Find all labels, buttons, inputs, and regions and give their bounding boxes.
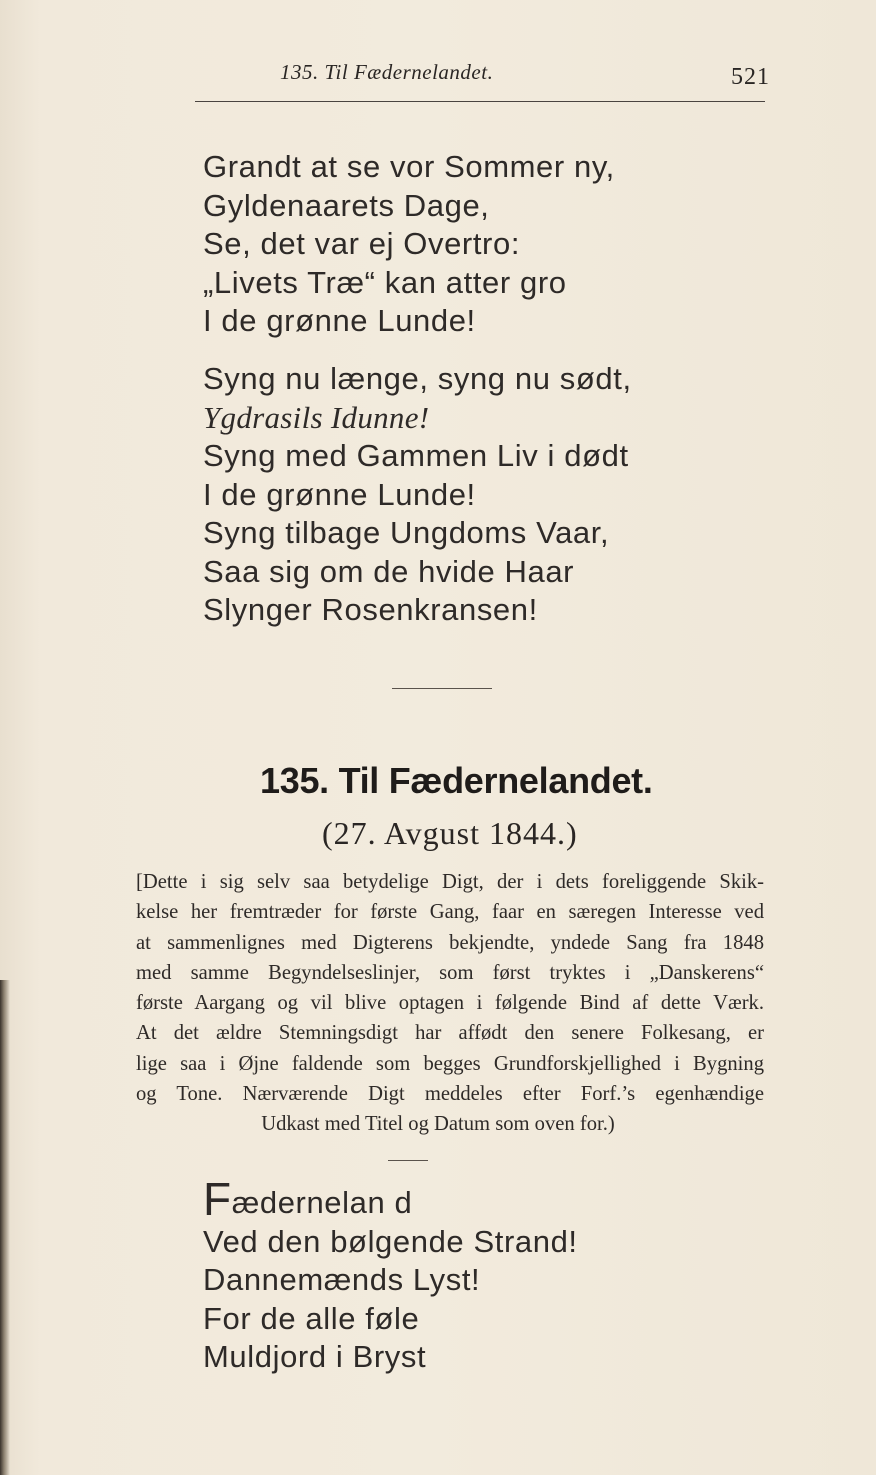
poem-line-italic: Ygdrasils Idunne! bbox=[203, 399, 430, 435]
poem-line: Syng tilbage Ungdoms Vaar, bbox=[203, 515, 610, 550]
note-divider bbox=[388, 1160, 428, 1161]
poem-line: For de alle føle bbox=[203, 1300, 420, 1336]
poem-date: (27. Avgust 1844.) bbox=[322, 815, 578, 851]
binding-shadow bbox=[0, 980, 10, 1475]
poem-line: Se, det var ej Overtro: bbox=[203, 226, 521, 261]
note-line: [Dette i sig selv saa betydelige Digt, der i dets foreliggende Skik- bbox=[136, 871, 764, 893]
poem-line: I de grønne Lunde! bbox=[203, 476, 476, 512]
poem-line: Saa sig om de hvide Haar bbox=[203, 553, 575, 589]
section-divider bbox=[392, 688, 492, 689]
note-line: lige saa i Øjne faldende som begges Grundforskjellighed i Bygning bbox=[136, 1052, 764, 1075]
poem-line: Ved den bølgende Strand! bbox=[203, 1223, 578, 1259]
poem-line: I de grønne Lunde! bbox=[203, 303, 476, 338]
poem-line: Dannemænds Lyst! bbox=[203, 1262, 481, 1297]
note-line: at sammenlignes med Digterens bekjendte, yndede Sang fra 1848 bbox=[136, 931, 764, 954]
poem-line: Muldjord i Bryst bbox=[203, 1339, 427, 1374]
note-line: Udkast med Titel og Datum som oven for.) bbox=[261, 1113, 615, 1136]
running-title: 135. Til Fædernelandet. bbox=[280, 60, 494, 84]
poem-135-text bbox=[203, 1173, 578, 1377]
poem-line: „Livets Træ“ kan atter gro bbox=[203, 264, 567, 300]
poem-line: Slynger Rosenkransen! bbox=[203, 592, 538, 627]
poem-title: 135. Til Fædernelandet. bbox=[260, 760, 653, 801]
page-number: 521 bbox=[731, 64, 770, 90]
note-line: At det ældre Stemningsdigt har affødt den senere Folkesang, er bbox=[136, 1022, 764, 1045]
poem-line: Syng nu længe, syng nu sødt, bbox=[203, 361, 632, 396]
poem-line: Grandt at se vor Sommer ny, bbox=[203, 149, 615, 184]
poem-line: Gyldenaarets Dage, bbox=[203, 187, 490, 223]
note-line: kelse her fremtræder for første Gang, faar en særegen Interesse ved bbox=[136, 901, 764, 924]
note-line: med samme Begyndelseslinjer, som først tryktes i „Danskerens“ bbox=[136, 961, 764, 984]
editorial-note bbox=[136, 867, 764, 1140]
poem-stanza-2 bbox=[203, 360, 632, 630]
poem-line: Syng med Gammen Liv i dødt bbox=[203, 438, 629, 473]
note-line: og Tone. Nærværende Digt meddeles efter Forf.’s egenhændige bbox=[136, 1083, 764, 1106]
poem-line bbox=[203, 1173, 578, 1225]
header-rule bbox=[195, 101, 765, 102]
poem-line-rest: ædernelan d bbox=[231, 1185, 413, 1220]
drop-cap: F bbox=[203, 1173, 232, 1225]
note-line: første Aargang og vil blive optagen i følgende Bind af dette Værk. bbox=[136, 992, 764, 1015]
running-header bbox=[280, 60, 770, 94]
poem-stanza-1 bbox=[203, 148, 615, 341]
